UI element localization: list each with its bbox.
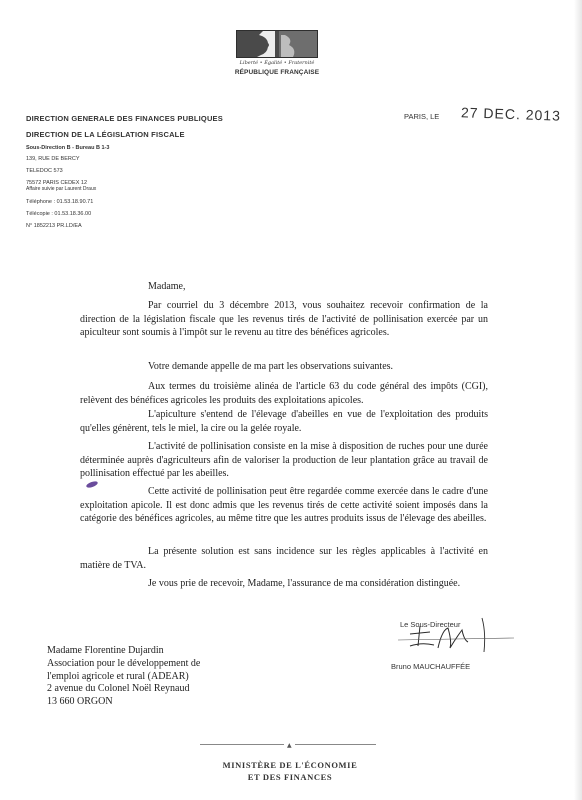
recipient-line: 13 660 ORGON [47, 696, 113, 708]
republic-motto: Liberté • Égalité • Fraternité [239, 60, 315, 66]
sender-reference: N° 1852213 PR.LD/EA [26, 223, 82, 229]
letter-paragraph: Par courriel du 3 décembre 2013, vous souhaitez recevoir confirmation de la direction de la législation fiscale que les revenus tirés de l'activité de pollinisation exercée par un apiculteur sont soumis à l'impôt sur le revenu au titre des bénéfices agricoles. [80, 300, 488, 339]
letter-paragraph: Je vous prie de recevoir, Madame, l'assurance de ma considération distinguée. [148, 578, 461, 589]
sender-telephone: Téléphone : 01.53.18.90.71 [26, 199, 94, 205]
handwritten-signature [390, 612, 520, 660]
sender-sous-direction: Sous-Direction B - Bureau B 1-3 [26, 145, 110, 151]
letter-paragraph: Aux termes du troisième alinéa de l'article 63 du code général des impôts (CGI), relèvent des bénéfices agricoles les produits des exploitations apicoles. [80, 381, 488, 406]
sender-address-teledoc: TELEDOC 573 [26, 168, 63, 174]
republic-name: RÉPUBLIQUE FRANÇAISE [234, 69, 320, 76]
letter-paragraph: La présente solution est sans incidence sur les règles applicables à l'activité en matière de TVA. [80, 546, 488, 571]
scan-edge [574, 0, 582, 800]
sender-affaire: Affaire suivie par Laurent Draux [26, 186, 97, 192]
signature-title: Le Sous-Directeur [400, 620, 461, 629]
letter-paragraph: L'activité de pollinisation consiste en la mise à disposition de ruches pour une durée déterminée auprès d'agriculteurs afin de valoriser la production de leur plantation grâce au travail de pollinisation effectué par les abeilles. [80, 441, 488, 480]
letter-date-stamp: 27 DEC. 2013 [460, 104, 562, 124]
letter-place: PARIS, LE [404, 112, 440, 121]
footer-ministry-line2: ET DES FINANCES [247, 772, 333, 782]
letter-paragraph: Cette activité de pollinisation peut être regardée comme exercée dans le cadre d'une exploitation apicole. Il est donc admis que les revenus tirés de cette activité soient imposés dans la catégorie des bénéfices agricoles, au même titre que les autres produits issus de l'élevage des abeilles. [80, 486, 488, 525]
sender-telecopie: Télécopie : 01.53.18.36.00 [26, 211, 92, 217]
sender-direction-legislation: DIRECTION DE LA LÉGISLATION FISCALE [26, 130, 185, 139]
letter-salutation: Madame, [148, 281, 186, 292]
recipient-line: Association pour le développement de [47, 657, 201, 669]
recipient-line: 2 avenue du Colonel Noël Reynaud [47, 683, 190, 695]
sender-address-city: 75572 PARIS CEDEX 12 [26, 180, 88, 186]
recipient-address [47, 645, 200, 709]
letter-paragraph: Votre demande appelle de ma part les observations suivantes. [148, 361, 394, 372]
footer-ministry-line1: MINISTÈRE DE L'ÉCONOMIE [222, 760, 358, 770]
sender-direction-generale: DIRECTION GENERALE DES FINANCES PUBLIQUES [26, 114, 223, 123]
marianne-profile-icon [237, 31, 317, 57]
sender-address-street: 139, RUE DE BERCY [26, 156, 80, 162]
recipient-line: l'emploi agricole et rural (ADEAR) [47, 670, 189, 682]
marianne-logo [236, 30, 318, 58]
signature-name: Bruno MAUCHAUFFÉE [391, 662, 471, 671]
recipient-line: Madame Florentine Dujardin [47, 645, 164, 656]
ministry-emblem-icon: ▲ [284, 742, 295, 749]
letter-paragraph: L'apiculture s'entend de l'élevage d'abeilles en vue de l'exploitation des produits qu'elles génèrent, tels le miel, la cire ou la gelée royale. [80, 409, 488, 434]
